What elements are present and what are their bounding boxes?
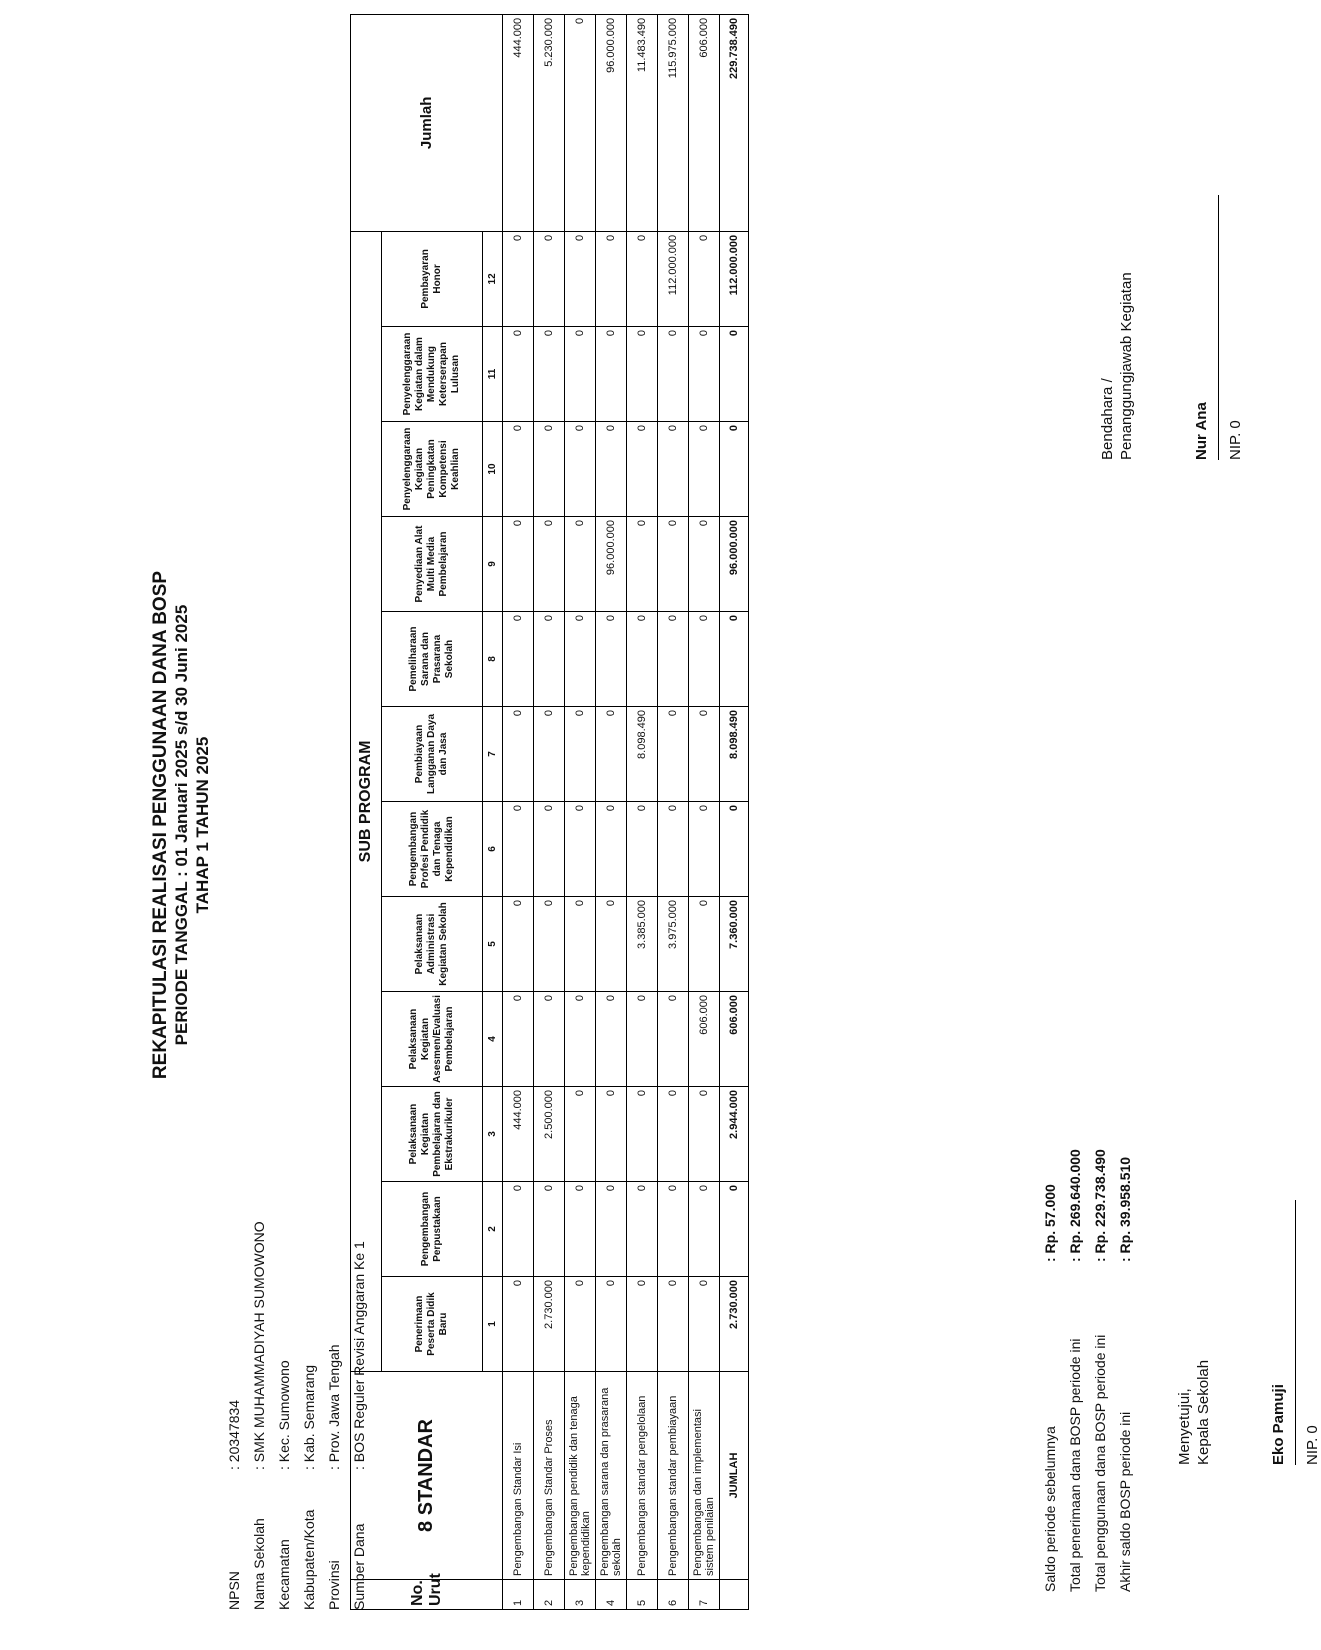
table-row [689, 14, 720, 1609]
summary-end-balance: Akhir saldo BOSP periode ini: Rp. 39.958.510 [1117, 1156, 1133, 1592]
report-period: PERIODE TANGGAL : 01 Januari 2025 s/d 30 Juni 2025 [172, 604, 191, 1046]
row-standar: Pengembangan standar pembiayaan [658, 1372, 689, 1580]
row-value: 0 [658, 517, 689, 612]
row-value: 0 [534, 897, 565, 992]
row-value: 0 [627, 1087, 658, 1182]
row-value: 0 [627, 612, 658, 707]
row-value: 0 [565, 612, 596, 707]
row-value: 0 [503, 231, 534, 326]
row-no: 2 [534, 1580, 565, 1610]
row-value: 0 [565, 231, 596, 326]
row-value: 0 [565, 517, 596, 612]
report-title: REKAPITULASI REALISASI PENGGUNAAN DANA BOSP [150, 570, 171, 1080]
header-sub-program: SUB PROGRAM [351, 231, 382, 1371]
row-value: 0 [658, 992, 689, 1087]
total-value: 0 [720, 802, 749, 897]
row-value: 0 [689, 707, 720, 802]
row-value: 0 [565, 1087, 596, 1182]
row-value: 96.000.000 [596, 517, 627, 612]
header-jumlah: Jumlah [351, 14, 503, 231]
summary-total-received: Total penerimaan dana BOSP periode ini: Rp. 269.640.000 [1067, 1149, 1083, 1592]
row-value: 0 [534, 231, 565, 326]
row-value: 0 [534, 327, 565, 422]
row-jumlah: 444.000 [503, 14, 534, 231]
report-stage: TAHAP 1 TAHUN 2025 [193, 736, 212, 914]
total-no-cell [720, 1580, 749, 1610]
row-jumlah: 0 [565, 14, 596, 231]
signature-headmaster-nip: NIP. 0 [1304, 1425, 1321, 1465]
signature-treasurer-role1: Bendahara / [1099, 378, 1116, 460]
total-value: 2.730.000 [720, 1277, 749, 1372]
row-jumlah: 11.483.490 [627, 14, 658, 231]
row-value: 0 [534, 802, 565, 897]
row-value: 112.000.000 [658, 231, 689, 326]
header-sub-program-2: Pengembangan Perpustakaan [382, 1182, 483, 1277]
header-sub-program-4: Pelaksanaan Kegiatan Asesmen/Evaluasi Pembelajaran [382, 992, 483, 1087]
table-row [627, 14, 658, 1609]
row-value: 0 [503, 612, 534, 707]
header-sub-program-10: Penyelenggaraan Kegiatan Peningkatan Kompetensi Keahlian [382, 422, 483, 517]
row-value: 0 [534, 422, 565, 517]
row-value: 0 [534, 612, 565, 707]
row-value: 0 [689, 231, 720, 326]
signature-treasurer [1098, 272, 1136, 460]
row-value: 0 [596, 231, 627, 326]
row-value: 8.098.490 [627, 707, 658, 802]
row-value: 3.385.000 [627, 897, 658, 992]
row-value: 0 [565, 422, 596, 517]
row-value: 0 [689, 1182, 720, 1277]
row-value: 0 [689, 517, 720, 612]
signature-headmaster-role1: Menyetujui, [1176, 1388, 1193, 1465]
row-no: 6 [658, 1580, 689, 1610]
total-value: 0 [720, 612, 749, 707]
header-col-number-8: 8 [483, 612, 503, 707]
header-sub-program-6: Pengembangan Profesi Pendidik dan Tenaga Kependidikan [382, 802, 483, 897]
header-col-number-11: 11 [483, 327, 503, 422]
header-sub-program-11: Penyelenggaraan Kegiatan dalam Mendukung Keterserapan Lulusan [382, 327, 483, 422]
info-district: Kecamatan: Kec. Sumowono [276, 1360, 292, 1610]
row-value: 0 [596, 992, 627, 1087]
row-value: 0 [627, 802, 658, 897]
row-jumlah: 5.230.000 [534, 14, 565, 231]
row-value: 0 [627, 992, 658, 1087]
header-col-number-10: 10 [483, 422, 503, 517]
row-value: 0 [565, 327, 596, 422]
header-sub-program-8: Pemeliharaan Sarana dan Prasarana Sekolah [382, 612, 483, 707]
row-value: 0 [627, 422, 658, 517]
row-value: 0 [689, 1087, 720, 1182]
row-value: 0 [503, 517, 534, 612]
row-no: 4 [596, 1580, 627, 1610]
fund-summary [1038, 1149, 1138, 1592]
row-value: 0 [627, 517, 658, 612]
table-row [596, 14, 627, 1609]
signature-headmaster-name-block [1270, 1200, 1321, 1465]
row-value: 0 [534, 992, 565, 1087]
row-value: 0 [503, 802, 534, 897]
row-jumlah: 115.975.000 [658, 14, 689, 231]
table-row [565, 14, 596, 1609]
row-value: 0 [565, 707, 596, 802]
signature-headmaster-line [1295, 1200, 1296, 1465]
row-value: 0 [503, 992, 534, 1087]
row-value: 0 [689, 802, 720, 897]
row-value: 0 [596, 802, 627, 897]
header-col-number-1: 1 [483, 1277, 503, 1372]
row-value: 0 [596, 1087, 627, 1182]
row-value: 0 [658, 707, 689, 802]
row-value: 606.000 [689, 992, 720, 1087]
row-standar: Pengembangan sarana dan prasarana sekolah [596, 1372, 627, 1580]
row-value: 0 [658, 1277, 689, 1372]
header-sub-program-1: Penerimaan Peserta Didik Baru [382, 1277, 483, 1372]
signature-headmaster-role2: Kepala Sekolah [1195, 1359, 1212, 1465]
signature-treasurer-line [1218, 195, 1219, 460]
header-sub-program-7: Pembiayaan Langganan Daya dan Jasa [382, 707, 483, 802]
row-value: 0 [596, 612, 627, 707]
header-col-number-4: 4 [483, 992, 503, 1087]
header-col-number-6: 6 [483, 802, 503, 897]
row-value: 0 [658, 327, 689, 422]
row-value: 444.000 [503, 1087, 534, 1182]
header-col-number-2: 2 [483, 1182, 503, 1277]
row-value: 0 [565, 897, 596, 992]
row-value: 0 [596, 1277, 627, 1372]
row-value: 0 [503, 422, 534, 517]
row-value: 0 [565, 1277, 596, 1372]
header-col-number-5: 5 [483, 897, 503, 992]
row-value: 0 [658, 1087, 689, 1182]
total-value: 7.360.000 [720, 897, 749, 992]
row-value: 2.500.000 [534, 1087, 565, 1182]
total-label: JUMLAH [720, 1372, 749, 1580]
total-value: 96.000.000 [720, 517, 749, 612]
row-value: 0 [565, 992, 596, 1087]
info-school-name: Nama Sekolah: SMK MUHAMMADIYAH SUMOWONO [251, 1221, 267, 1610]
total-row [720, 14, 749, 1609]
row-value: 0 [658, 612, 689, 707]
row-no: 7 [689, 1580, 720, 1610]
header-sub-program-12: Pembayaran Honor [382, 231, 483, 326]
signature-treasurer-nip: NIP. 0 [1227, 420, 1244, 460]
signature-treasurer-role2: Penanggungjawab Kegiatan [1118, 272, 1135, 460]
row-value: 2.730.000 [534, 1277, 565, 1372]
row-value: 0 [596, 707, 627, 802]
total-value: 0 [720, 1182, 749, 1277]
row-no: 3 [565, 1580, 596, 1610]
row-value: 0 [534, 1182, 565, 1277]
row-value: 0 [689, 1277, 720, 1372]
header-standar: 8 STANDAR [351, 1372, 503, 1580]
row-value: 0 [534, 707, 565, 802]
info-regency: Kabupaten/Kota: Kab. Semarang [301, 1364, 317, 1610]
row-value: 0 [503, 327, 534, 422]
header-no: No. Urut [351, 1580, 503, 1610]
row-value: 0 [565, 1182, 596, 1277]
header-col-number-3: 3 [483, 1087, 503, 1182]
signature-headmaster [1175, 1360, 1213, 1465]
signature-headmaster-name: Eko Pamuji [1270, 1384, 1287, 1465]
info-fund-source: Sumber Dana: BOS Reguler Revisi Anggaran Ke 1 [351, 1241, 367, 1610]
total-value: 2.944.000 [720, 1087, 749, 1182]
summary-prev-balance: Saldo periode sebelumnya: Rp. 57.000 [1042, 1184, 1058, 1592]
row-value: 0 [503, 897, 534, 992]
header-col-number-9: 9 [483, 517, 503, 612]
total-value: 8.098.490 [720, 707, 749, 802]
table-row [503, 14, 534, 1609]
row-value: 0 [503, 1182, 534, 1277]
row-value: 0 [534, 517, 565, 612]
table-row [658, 14, 689, 1609]
realization-table [350, 14, 749, 1610]
row-value: 0 [658, 802, 689, 897]
row-value: 0 [627, 1182, 658, 1277]
row-value: 0 [689, 422, 720, 517]
row-value: 0 [596, 422, 627, 517]
row-standar: Pengembangan dan implementasi sistem penilaian [689, 1372, 720, 1580]
header-sub-program-9: Penyediaan Alat Multi Media Pembelajaran [382, 517, 483, 612]
row-value: 0 [658, 422, 689, 517]
row-value: 0 [596, 327, 627, 422]
row-jumlah: 96.000.000 [596, 14, 627, 231]
row-no: 5 [627, 1580, 658, 1610]
row-value: 0 [596, 1182, 627, 1277]
row-value: 0 [627, 231, 658, 326]
row-value: 0 [689, 612, 720, 707]
header-sub-program-3: Pelaksanaan Kegiatan Pembelajaran dan Ekstrakurikuler [382, 1087, 483, 1182]
row-no: 1 [503, 1580, 534, 1610]
row-standar: Pengembangan Standar Proses [534, 1372, 565, 1580]
header-sub-program-5: Pelaksanaan Administrasi Kegiatan Sekolah [382, 897, 483, 992]
summary-total-used: Total penggunaan dana BOSP periode ini: Rp. 229.738.490 [1092, 1149, 1108, 1592]
row-standar: Pengembangan pendidik dan tenaga kependidikan [565, 1372, 596, 1580]
signature-treasurer-name: Nur Ana [1193, 402, 1210, 460]
row-jumlah: 606.000 [689, 14, 720, 231]
signature-treasurer-name-block [1193, 195, 1244, 460]
row-value: 0 [658, 1182, 689, 1277]
row-value: 0 [565, 802, 596, 897]
info-province: Provinsi: Prov. Jawa Tengah [326, 1344, 342, 1610]
row-value: 0 [503, 707, 534, 802]
row-value: 0 [503, 1277, 534, 1372]
total-value: 0 [720, 327, 749, 422]
row-standar: Pengembangan Standar Isi [503, 1372, 534, 1580]
total-jumlah: 229.738.490 [720, 14, 749, 231]
info-npsn: NPSN: 20347834 [226, 1399, 242, 1610]
row-standar: Pengembangan standar pengelolaan [627, 1372, 658, 1580]
table-row [534, 14, 565, 1609]
row-value: 0 [627, 1277, 658, 1372]
total-value: 0 [720, 422, 749, 517]
row-value: 0 [689, 327, 720, 422]
header-col-number-12: 12 [483, 231, 503, 326]
row-value: 0 [627, 327, 658, 422]
total-value: 606.000 [720, 992, 749, 1087]
total-value: 112.000.000 [720, 231, 749, 326]
row-value: 0 [596, 897, 627, 992]
row-value: 3.975.000 [658, 897, 689, 992]
header-col-number-7: 7 [483, 707, 503, 802]
row-value: 0 [689, 897, 720, 992]
